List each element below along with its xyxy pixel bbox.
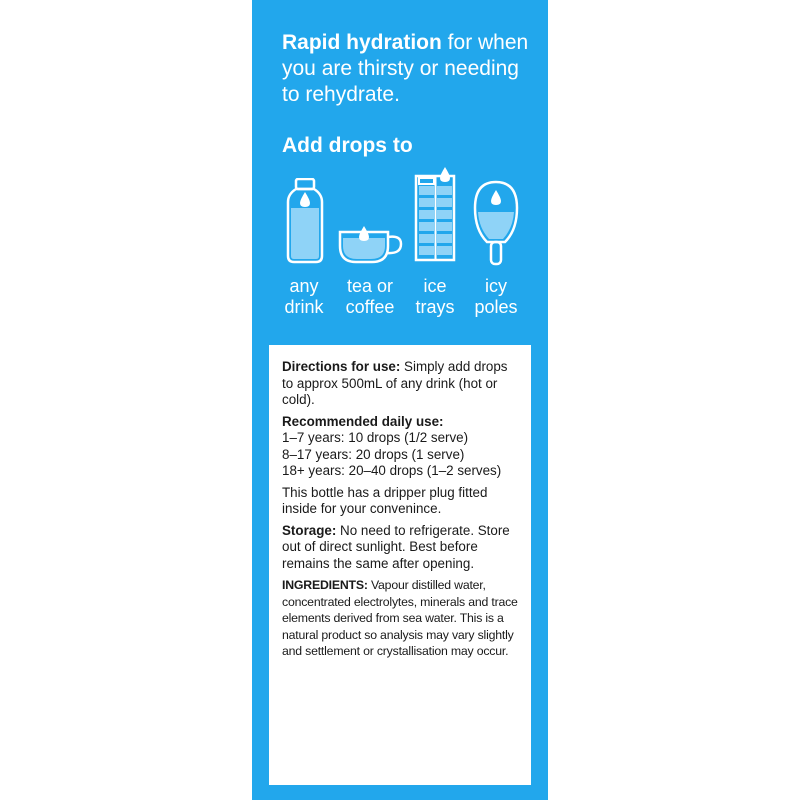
storage-text: No need to refrigerate. Store out of direct sunlight. Best before remains the same after opening. [282, 522, 510, 571]
storage-heading: Storage: [282, 522, 337, 538]
ingredients-text: Vapour distilled water, concentrated electrolytes, minerals and trace elements derived from sea water. This is a natural product so analysis may vary slightly and settlement or crystallisation may occur. [282, 578, 518, 658]
ice-tray-icon [414, 166, 458, 264]
recommended-heading: Recommended daily use: [282, 413, 444, 429]
info-card-text [282, 359, 522, 665]
use-label-drink: any drink [284, 276, 324, 317]
use-label-tea-coffee: tea or coffee [345, 276, 395, 317]
recommended-line: 8–17 years: 20 drops (1 serve) [282, 446, 465, 462]
directions-text: Simply add drops to approx 500mL of any drink (hot or cold). [282, 359, 508, 407]
ingredients-heading: INGREDIENTS: [282, 578, 368, 592]
directions-heading: Directions for use: [282, 359, 401, 374]
recommended-paragraph [282, 414, 522, 480]
dripper-note: This bottle has a dripper plug fitted inside for your convenince. [282, 484, 488, 516]
directions-paragraph [282, 359, 522, 409]
headline-bold: Rapid hydration [282, 31, 442, 54]
cup-icon [338, 224, 406, 266]
headline [282, 30, 542, 108]
add-drops-heading: Add drops to [282, 134, 413, 157]
ingredients-paragraph [282, 577, 522, 660]
use-label-icy-poles: icy poles [474, 276, 518, 317]
headline-rest: for when you are thirsty or needing to rehydrate. [282, 31, 529, 106]
recommended-line: 18+ years: 20–40 drops (1–2 serves) [282, 463, 502, 478]
recommended-line: 1–7 years: 10 drops (1/2 serve) [282, 430, 469, 445]
use-label-ice-trays: ice trays [415, 276, 455, 317]
icy-pole-icon [471, 180, 521, 266]
bottle-icon [285, 178, 325, 264]
storage-paragraph [282, 523, 522, 573]
